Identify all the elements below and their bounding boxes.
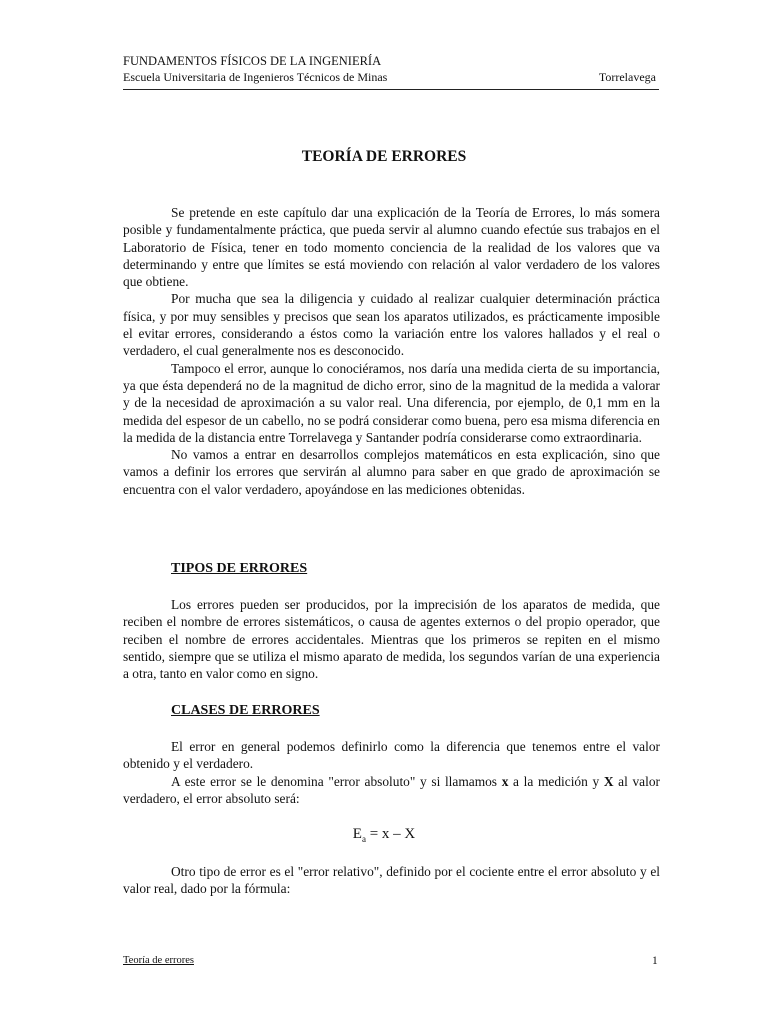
section-heading-clases: CLASES DE ERRORES: [171, 703, 320, 718]
header-school-line: [123, 70, 656, 85]
section-tipos: [123, 596, 660, 682]
var-x: x: [501, 773, 509, 789]
document-title: TEORÍA DE ERRORES: [301, 148, 467, 165]
header-course-title: FUNDAMENTOS FÍSICOS DE LA INGENIERÍA: [123, 54, 382, 68]
intro-section: [123, 204, 660, 498]
paragraph: Tampoco el error, aunque lo conociéramos, nos daría una medida cierta de su importancia, ya que ésta dependerá no de la magnitud de dicho error, sino de la magnitud de la medida a valorar y de la necesidad de aproximación a su valor real. Una diferencia, por ejemplo, de 0,1 mm en la medida del espesor de un cabello, no se podrá considerar como buena, pero esa misma diferencia en la medida de la distancia entre Torrelavega y Santander podría considerarse como extraordinaria.: [123, 360, 660, 445]
header-school: Escuela Universitaria de Ingenieros Técnicos de Minas: [123, 70, 388, 84]
paragraph: No vamos a entrar en desarrollos complejos matemáticos en esta explicación, sino que vamos a definir los errores que servirán al alumno para saber en que grado de aproximación se encuentra con el valor verdadero, apoyándose en las mediciones obtenidas.: [123, 447, 660, 497]
var-X: X: [603, 773, 614, 789]
footer-label: Teoría de errores: [123, 955, 194, 966]
section-heading-tipos: TIPOS DE ERRORES: [171, 561, 308, 576]
paragraph: El error en general podemos definirlo como la diferencia que tenemos entre el valor obtenido y el verdadero.: [123, 739, 660, 772]
header-city: Torrelavega: [598, 70, 656, 84]
relative-error-text: [123, 863, 660, 898]
paragraph: Los errores pueden ser producidos, por la imprecisión de los aparatos de medida, que reciben el nombre de errores sistemáticos, o causa de agentes externos o del propio operador, que reciben el nombre de errores accidentales. Mientras que los primeros se repiten en el mismo sentido, siempre que se utiliza el mismo aparato de medida, los segundos varían de una experiencia a otra, tanto en valor como en signo.: [123, 597, 660, 682]
paragraph: A este error se le denomina "error absoluto" y si llamamos x a la medición y X al valor verdadero, el error absoluto será:: [123, 773, 660, 806]
paragraph: Por mucha que sea la diligencia y cuidado al realizar cualquier determinación práctica física, y por muy sensibles y precisos que sean los aparatos utilizados, es prácticamente imposible el evitar errores, considerando a éstos como la variación entre los valores hallados y el real o verdadero, el cual generalmente nos es desconocido.: [123, 291, 660, 359]
paragraph: Se pretende en este capítulo dar una explicación de la Teoría de Errores, lo más somera posible y fundamentalmente práctica, que pueda servir al alumno cuando efectúe sus trabajos en el Laboratorio de Física, tener en todo momento conciencia de la realidad de los valores que va determinando y entre que límites se está moviendo con relación al valor verdadero de los valores que obtiene.: [123, 205, 660, 290]
header-rule: [123, 89, 659, 90]
section-clases: [123, 738, 660, 807]
page-number: 1: [652, 955, 658, 967]
paragraph: Otro tipo de error es el "error relativo", definido por el cociente entre el error absoluto y el valor real, dado por la fórmula:: [123, 864, 660, 897]
absolute-error-formula: $E_a = x - X$: [352, 826, 416, 844]
